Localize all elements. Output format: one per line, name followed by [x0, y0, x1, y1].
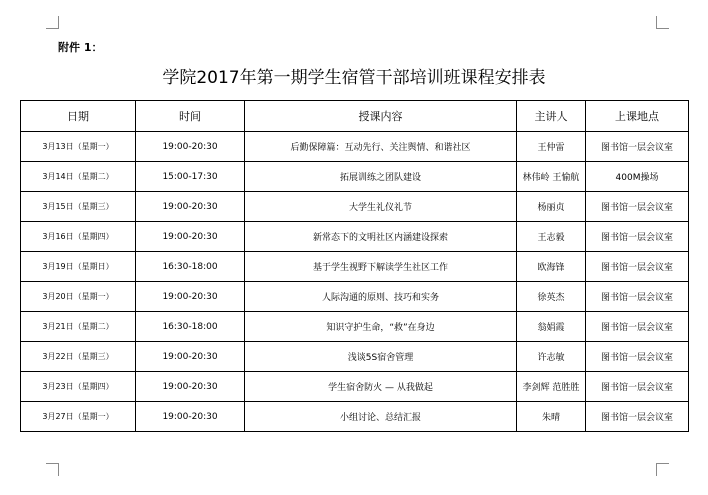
cell-content: 新常态下的文明社区内涵建设探索 [245, 222, 517, 252]
cell-speaker: 林伟岭 王愉航 [517, 162, 586, 192]
cell-content: 人际沟通的原则、技巧和实务 [245, 282, 517, 312]
cell-location: 图书馆一层会议室 [586, 342, 689, 372]
cell-content: 浅谈5S宿舍管理 [245, 342, 517, 372]
cell-location: 图书馆一层会议室 [586, 282, 689, 312]
cell-date: 3月20日（星期一） [21, 282, 136, 312]
cell-speaker: 王志毅 [517, 222, 586, 252]
table-row [21, 282, 689, 312]
cell-time: 16:30-18:00 [136, 252, 245, 282]
cell-location: 图书馆一层会议室 [586, 132, 689, 162]
cell-location: 400M操场 [586, 162, 689, 192]
cell-time: 19:00-20:30 [136, 342, 245, 372]
cell-date: 3月22日（星期三） [21, 342, 136, 372]
cell-location: 图书馆一层会议室 [586, 222, 689, 252]
cell-speaker: 欧海锋 [517, 252, 586, 282]
crop-mark-bottom-right [656, 463, 669, 476]
table-row [21, 372, 689, 402]
cell-date: 3月13日（星期一） [21, 132, 136, 162]
cell-time: 19:00-20:30 [136, 222, 245, 252]
cell-location: 图书馆一层会议室 [586, 252, 689, 282]
cell-content: 学生宿舍防火 — 从我做起 [245, 372, 517, 402]
cell-content: 后勤保障篇：互动先行、关注舆情、和谐社区 [245, 132, 517, 162]
cell-date: 3月15日（星期三） [21, 192, 136, 222]
cell-date: 3月27日（星期一） [21, 402, 136, 432]
attachment-label: 附件 1： [58, 41, 103, 54]
table-row [21, 342, 689, 372]
crop-mark-top-right [656, 16, 669, 29]
cell-date: 3月19日（星期日） [21, 252, 136, 282]
cell-content: 基于学生视野下解读学生社区工作 [245, 252, 517, 282]
header-date: 日期 [21, 101, 136, 132]
table-row [21, 402, 689, 432]
cell-content: 拓展训练之团队建设 [245, 162, 517, 192]
cell-time: 19:00-20:30 [136, 132, 245, 162]
cell-date: 3月16日（星期四） [21, 222, 136, 252]
cell-speaker: 李剑辉 范胜胜 [517, 372, 586, 402]
cell-time: 19:00-20:30 [136, 372, 245, 402]
cell-speaker: 王仲雷 [517, 132, 586, 162]
table-row [21, 192, 689, 222]
cell-location: 图书馆一层会议室 [586, 312, 689, 342]
header-content: 授课内容 [245, 101, 517, 132]
header-location: 上课地点 [586, 101, 689, 132]
cell-date: 3月23日（星期四） [21, 372, 136, 402]
cell-time: 19:00-20:30 [136, 402, 245, 432]
cell-time: 19:00-20:30 [136, 282, 245, 312]
header-speaker: 主讲人 [517, 101, 586, 132]
cell-time: 16:30-18:00 [136, 312, 245, 342]
cell-content: 大学生礼仪礼节 [245, 192, 517, 222]
table-row [21, 132, 689, 162]
cell-content: 小组讨论、总结汇报 [245, 402, 517, 432]
cell-speaker: 徐英杰 [517, 282, 586, 312]
table-row [21, 312, 689, 342]
cell-date: 3月21日（星期二） [21, 312, 136, 342]
table-row [21, 162, 689, 192]
cell-time: 15:00-17:30 [136, 162, 245, 192]
cell-location: 图书馆一层会议室 [586, 372, 689, 402]
cell-location: 图书馆一层会议室 [586, 402, 689, 432]
crop-mark-bottom-left [46, 463, 59, 476]
header-time: 时间 [136, 101, 245, 132]
cell-speaker: 朱晴 [517, 402, 586, 432]
table-row [21, 252, 689, 282]
cell-speaker: 许志敏 [517, 342, 586, 372]
page-title: 学院2017年第一期学生宿管干部培训班课程安排表 [162, 68, 546, 88]
cell-content: 知识守护生命，“救”在身边 [245, 312, 517, 342]
cell-location: 图书馆一层会议室 [586, 192, 689, 222]
schedule-table [20, 100, 689, 432]
crop-mark-top-left [46, 16, 59, 29]
table-header-row [21, 101, 689, 132]
cell-speaker: 翁娟霞 [517, 312, 586, 342]
cell-time: 19:00-20:30 [136, 192, 245, 222]
cell-date: 3月14日（星期二） [21, 162, 136, 192]
cell-speaker: 杨丽贞 [517, 192, 586, 222]
table-row [21, 222, 689, 252]
